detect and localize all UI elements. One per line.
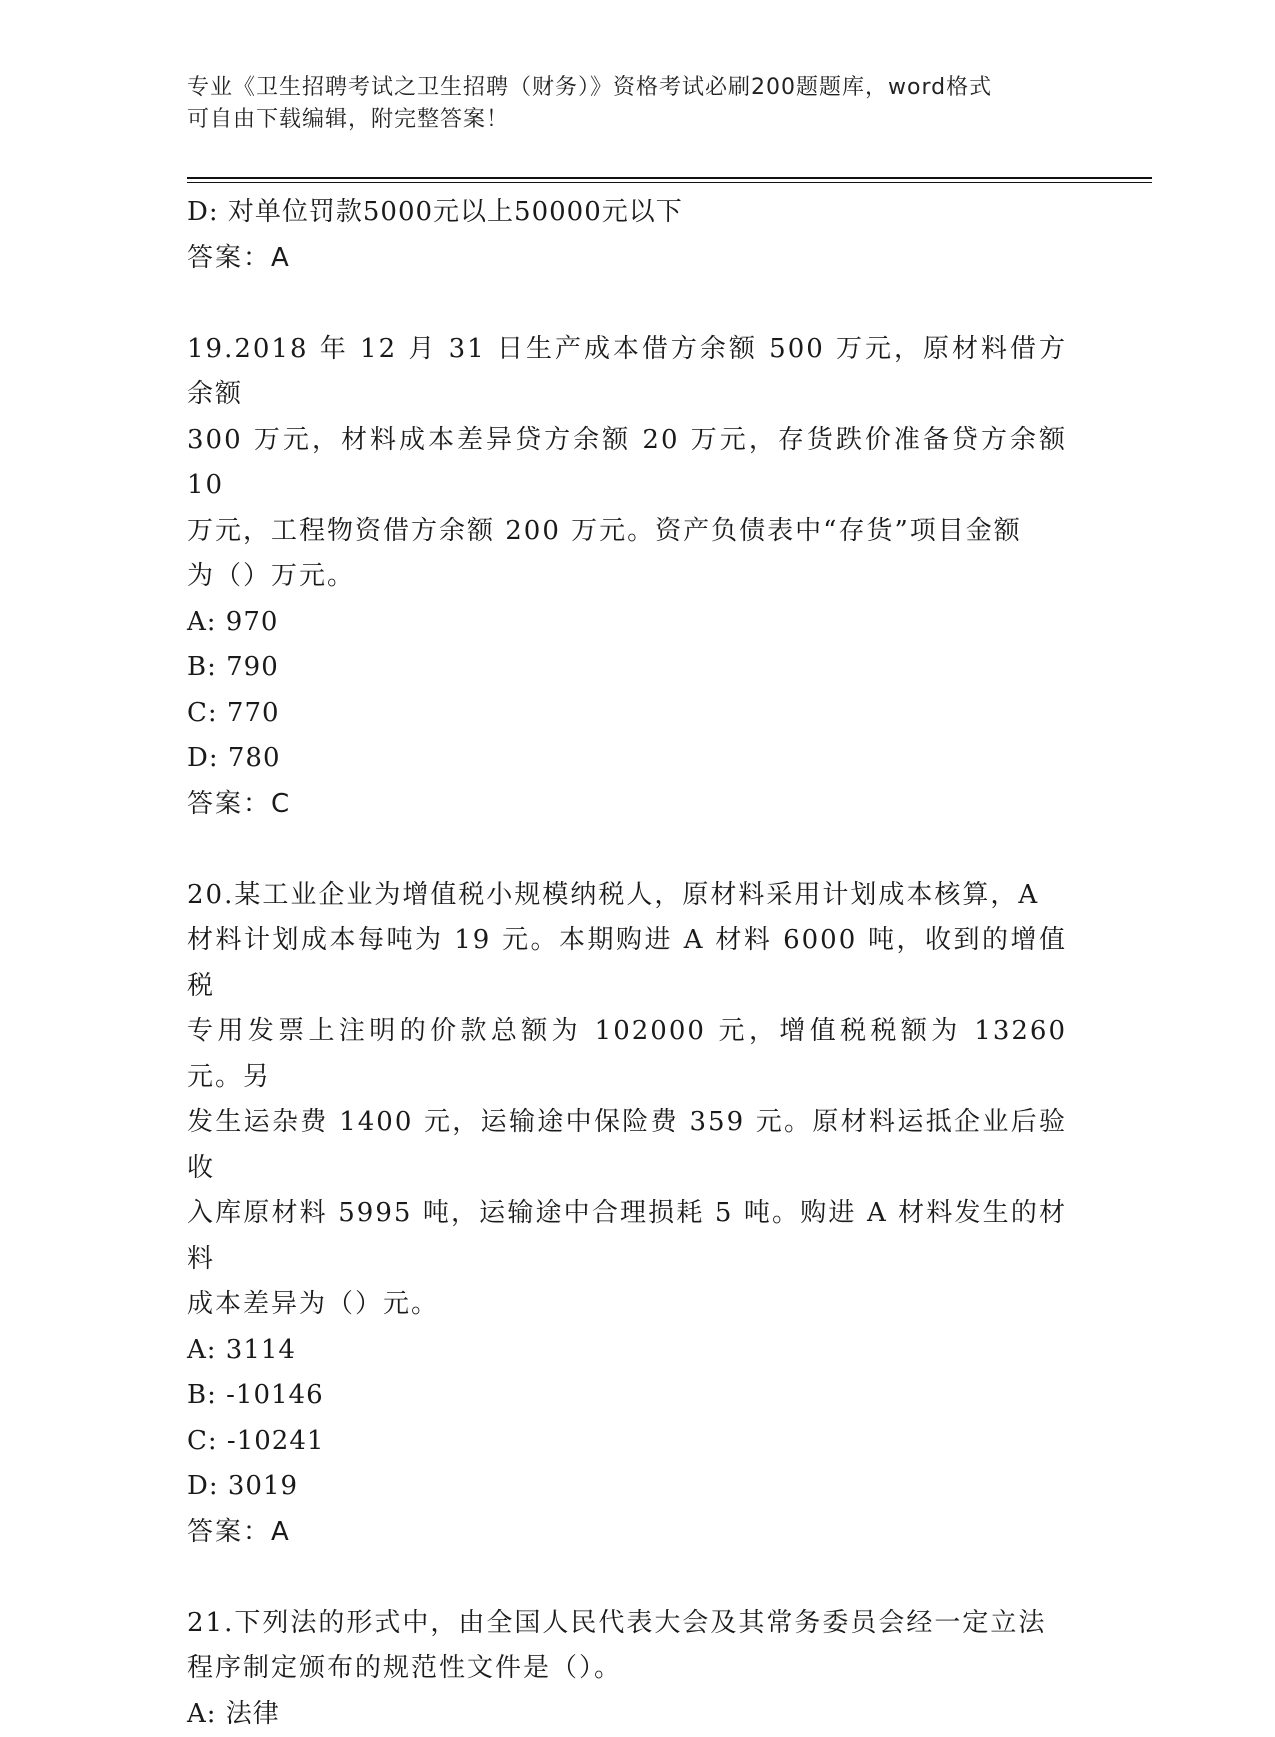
question-20-stem-line-6: 成本差异为（）元。 (187, 1282, 1067, 1328)
question-19-option-d: D: 780 (187, 736, 1067, 782)
question-20-option-c: C: -10241 (187, 1419, 1067, 1465)
spacer (187, 827, 1067, 873)
question-19-stem-line-2: 300 万元，材料成本差异贷方余额 20 万元，存货跌价准备贷方余额 10 (187, 418, 1067, 509)
question-19-option-a: A: 970 (187, 600, 1067, 646)
header-title-line-2: 可自由下载编辑，附完整答案！ (187, 104, 1067, 136)
question-19-option-b: B: 790 (187, 645, 1067, 691)
question-20-stem-line-5: 入库原材料 5995 吨，运输途中合理损耗 5 吨。购进 A 材料发生的材料 (187, 1191, 1067, 1282)
question-19-stem-line-1: 19.2018 年 12 月 31 日生产成本借方余额 500 万元，原材料借方余额 (187, 327, 1067, 418)
question-19 (187, 327, 1067, 828)
question-20-stem-line-3: 专用发票上注明的价款总额为 102000 元，增值税税额为 13260 元。另 (187, 1009, 1067, 1100)
header-title-line-1: 专业《卫生招聘考试之卫生招聘（财务）》资格考试必刷200题题库，word格式 (187, 72, 1067, 104)
question-19-option-c: C: 770 (187, 691, 1067, 737)
header-divider-thin (187, 182, 1152, 183)
question-19-stem-line-3: 万元，工程物资借方余额 200 万元。资产负债表中“存货”项目金额 (187, 509, 1067, 555)
question-21-stem-line-2: 程序制定颁布的规范性文件是（）。 (187, 1646, 1067, 1692)
question-21-option-a: A: 法律 (187, 1692, 1067, 1737)
question-21-stem-line-1: 21.下列法的形式中，由全国人民代表大会及其常务委员会经一定立法 (187, 1601, 1067, 1647)
question-20-option-d: D: 3019 (187, 1464, 1067, 1510)
question-21 (187, 1601, 1067, 1737)
question-content (187, 190, 1067, 1737)
question-20-stem-line-4: 发生运杂费 1400 元，运输途中保险费 359 元。原材料运抵企业后验收 (187, 1100, 1067, 1191)
document-header (187, 72, 1067, 136)
question-20-option-b: B: -10146 (187, 1373, 1067, 1419)
header-divider-thick (187, 177, 1152, 179)
question-20-option-a: A: 3114 (187, 1328, 1067, 1374)
prev-answer: 答案：A (187, 236, 1067, 282)
prev-option-d: D: 对单位罚款5000元以上50000元以下 (187, 190, 1067, 236)
question-20 (187, 873, 1067, 1556)
question-20-answer: 答案：A (187, 1510, 1067, 1556)
question-20-stem-line-1: 20.某工业企业为增值税小规模纳税人，原材料采用计划成本核算，A (187, 873, 1067, 919)
question-20-stem-line-2: 材料计划成本每吨为 19 元。本期购进 A 材料 6000 吨，收到的增值税 (187, 918, 1067, 1009)
question-19-stem-line-4: 为（）万元。 (187, 554, 1067, 600)
spacer (187, 281, 1067, 327)
spacer (187, 1555, 1067, 1601)
question-19-answer: 答案：C (187, 782, 1067, 828)
